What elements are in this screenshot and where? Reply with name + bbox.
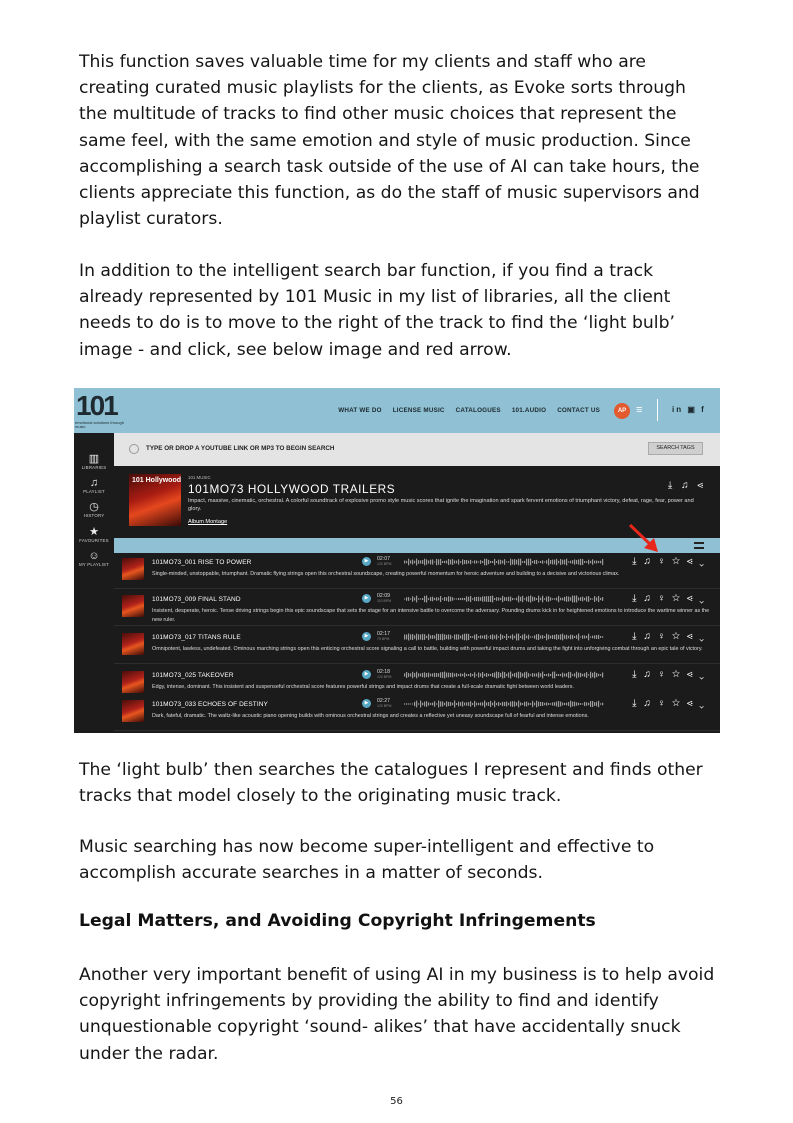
paragraph-3: The ‘light bulb’ then searches the catalogues I represent and finds other tracks that model closely to the originating music track. <box>79 760 703 807</box>
track-action-icons[interactable]: ⤓ ♫ ♀ ☆ ⋖ ⌄ <box>632 631 706 642</box>
nav-101-audio[interactable]: 101.AUDIO <box>511 407 547 414</box>
track-name[interactable]: 101MO73_009 FINAL STAND <box>152 596 241 603</box>
sidebar <box>74 433 114 733</box>
sidebar-item-favourites[interactable] <box>74 526 114 544</box>
track-row[interactable] <box>114 590 720 626</box>
album-action-icons[interactable]: ⤓ ♫ ⋖ <box>667 480 706 491</box>
nav-contact-us[interactable]: CONTACT US <box>557 407 600 414</box>
track-name[interactable]: 101MO73_033 ECHOES OF DESTINY <box>152 701 268 708</box>
track-action-icons[interactable]: ⤓ ♫ ♀ ☆ ⋖ ⌄ <box>632 556 706 567</box>
search-circle-icon <box>129 444 139 454</box>
playlist-icon: ♫ <box>89 477 99 489</box>
track-list <box>114 553 720 733</box>
library-icon: ▥ <box>88 453 100 465</box>
track-description: Edgy, intense, dominant. This insistent and suspenseful orchestral score features powerful strings and impact drums that create a full-scale dramatic fight between world leaders. <box>152 684 574 690</box>
track-thumbnail <box>122 595 144 617</box>
album-cover <box>129 474 181 526</box>
sidebar-item-libraries[interactable] <box>74 453 114 471</box>
track-description: Dark, fateful, dramatic. The waltz-like acoustic piano opening builds with ominous orchestral strings and creates a reflective yet uneasy soundscape full of fearful and intense emotions. <box>152 713 589 719</box>
track-description: Single-minded, unstoppable, triumphant. Dramatic flying strings open this orchestral soundscape, creating powerful momentum for heroic adventure and building to a decisive and victorious climax. <box>152 571 620 577</box>
star-icon: ★ <box>89 526 99 538</box>
app-screenshot <box>74 388 720 733</box>
track-description: Omnipotent, lawless, undefeated. Ominous marching strings open this enticing orchestral score signaling a call to battle, building with powerful impact drums and taking the fight into unforgiving combat through an epic tale of victory. <box>152 646 703 652</box>
sidebar-item-label: FAVOURITES <box>79 538 109 543</box>
track-thumbnail <box>122 700 144 722</box>
nav-license-music[interactable]: LICENSE MUSIC <box>392 407 445 414</box>
track-bpm: 120 BPM <box>377 675 392 679</box>
sidebar-item-label: HISTORY <box>83 513 105 518</box>
track-bpm: 75 BPM <box>377 637 390 641</box>
top-navigation-bar <box>74 388 720 433</box>
waveform[interactable] <box>404 595 604 603</box>
user-list-icon: ☺ <box>88 550 100 562</box>
play-icon[interactable]: ▶ <box>362 670 371 679</box>
album-description: Impact, massive, cinematic, orchestral. A colorful soundtrack of explosive promo style music scores that ignite the imagination and spark fervent emotions of triumphant victory, defeat, rage, fear, power and glory. <box>188 498 694 512</box>
track-row[interactable] <box>114 628 720 664</box>
track-thumbnail <box>122 633 144 655</box>
sidebar-item-my-playlist[interactable] <box>74 550 114 568</box>
waveform[interactable] <box>404 700 604 708</box>
play-icon[interactable]: ▶ <box>362 557 371 566</box>
logo-text: 101 <box>76 390 117 421</box>
hamburger-menu-icon[interactable]: ≡ <box>636 404 643 416</box>
track-duration: 02:27 <box>377 698 390 704</box>
album-cover-text: 101 Hollywood <box>132 477 182 484</box>
track-row[interactable] <box>114 553 720 589</box>
logo[interactable] <box>74 388 130 433</box>
sidebar-item-label: MY PLAYLIST <box>78 562 110 567</box>
play-icon[interactable]: ▶ <box>362 594 371 603</box>
waveform[interactable] <box>404 671 604 679</box>
album-label: 101 MUSIC <box>188 475 211 480</box>
search-bar[interactable] <box>114 433 720 466</box>
sidebar-item-history[interactable] <box>74 501 114 519</box>
album-title: 101MO73 HOLLYWOOD TRAILERS <box>188 482 396 496</box>
search-tags-button[interactable]: SEARCH TAGS <box>648 442 703 455</box>
sidebar-item-label: PLAYLIST <box>83 489 105 494</box>
track-duration: 02:17 <box>377 631 390 637</box>
paragraph-4: Music searching has now become super-intelligent and effective to accomplish accurate searches in a matter of seconds. <box>79 837 655 884</box>
album-header <box>114 466 720 538</box>
track-duration: 02:18 <box>377 669 390 675</box>
avatar[interactable]: AP <box>614 403 630 419</box>
track-bpm: 110 BPM <box>377 599 392 603</box>
section-heading: Legal Matters, and Avoiding Copyright Infringements <box>79 911 596 931</box>
paragraph-5: Another very important benefit of using AI in my business is to help avoid copyright infringements by providing the ability to find and identify unquestionable copyright ‘sound- alikes’ that have accidentally snuck under the radar. <box>79 965 715 1064</box>
sidebar-item-label: LIBRARIES <box>81 465 107 470</box>
track-bpm: 120 BPM <box>377 704 392 708</box>
track-thumbnail <box>122 671 144 693</box>
sidebar-item-playlist[interactable] <box>74 477 114 495</box>
divider <box>657 399 658 421</box>
main-nav <box>338 407 600 414</box>
track-bpm: 120 BPM <box>377 562 392 566</box>
paragraph-2: In addition to the intelligent search bar function, if you find a track already represented by 101 Music in my list of libraries, all the client needs to do is to move to the right of the track to find the ‘light bulb’ image - and click, see below image and red arrow. <box>79 261 675 360</box>
track-name[interactable]: 101MO73_017 TITANS RULE <box>152 634 241 641</box>
list-view-icon[interactable] <box>694 542 704 549</box>
album-montage-link[interactable]: Album Montage <box>188 519 228 525</box>
waveform[interactable] <box>404 558 604 566</box>
track-action-icons[interactable]: ⤓ ♫ ♀ ☆ ⋖ ⌄ <box>632 593 706 604</box>
page-number: 56 <box>390 1096 403 1107</box>
track-action-icons[interactable]: ⤓ ♫ ♀ ☆ ⋖ ⌄ <box>632 669 706 680</box>
track-thumbnail <box>122 558 144 580</box>
track-description: Insistent, desperate, heroic. Tense driving strings begin this epic soundscape that sets the stage for an intensive battle to overcome the adversary. Pounding drums kick in for heightened emotions to introduce the wartime winner as the new ruler. <box>152 608 710 623</box>
social-links[interactable]: in ▣ f <box>672 405 706 414</box>
track-duration: 02:09 <box>377 593 390 599</box>
track-name[interactable]: 101MO73_001 RISE TO POWER <box>152 559 252 566</box>
paragraph-1: This function saves valuable time for my clients and staff who are creating curated music playlists for the clients, as Evoke sorts through the multitude of tracks to find other music choices that represent the same feel, with the same emotion and style of music production. Since accomplishing a search task outside of the use of AI can take hours, the clients appreciate this function, as do the staff of music supervisors and playlist curators. <box>79 52 700 230</box>
list-toolbar <box>114 538 720 553</box>
track-row[interactable] <box>114 695 720 731</box>
play-icon[interactable]: ▶ <box>362 632 371 641</box>
logo-tagline: emotional solutions through music <box>75 420 124 429</box>
track-name[interactable]: 101MO73_025 TAKEOVER <box>152 672 234 679</box>
play-icon[interactable]: ▶ <box>362 699 371 708</box>
clock-icon: ◷ <box>89 501 99 513</box>
nav-what-we-do[interactable]: WHAT WE DO <box>338 407 382 414</box>
search-input[interactable]: TYPE OR DROP A YOUTUBE LINK OR MP3 TO BEGIN SEARCH <box>146 445 335 452</box>
waveform[interactable] <box>404 633 604 641</box>
track-duration: 02:07 <box>377 556 390 562</box>
track-action-icons[interactable]: ⤓ ♫ ♀ ☆ ⋖ ⌄ <box>632 698 706 709</box>
nav-catalogues[interactable]: CATALOGUES <box>455 407 501 414</box>
